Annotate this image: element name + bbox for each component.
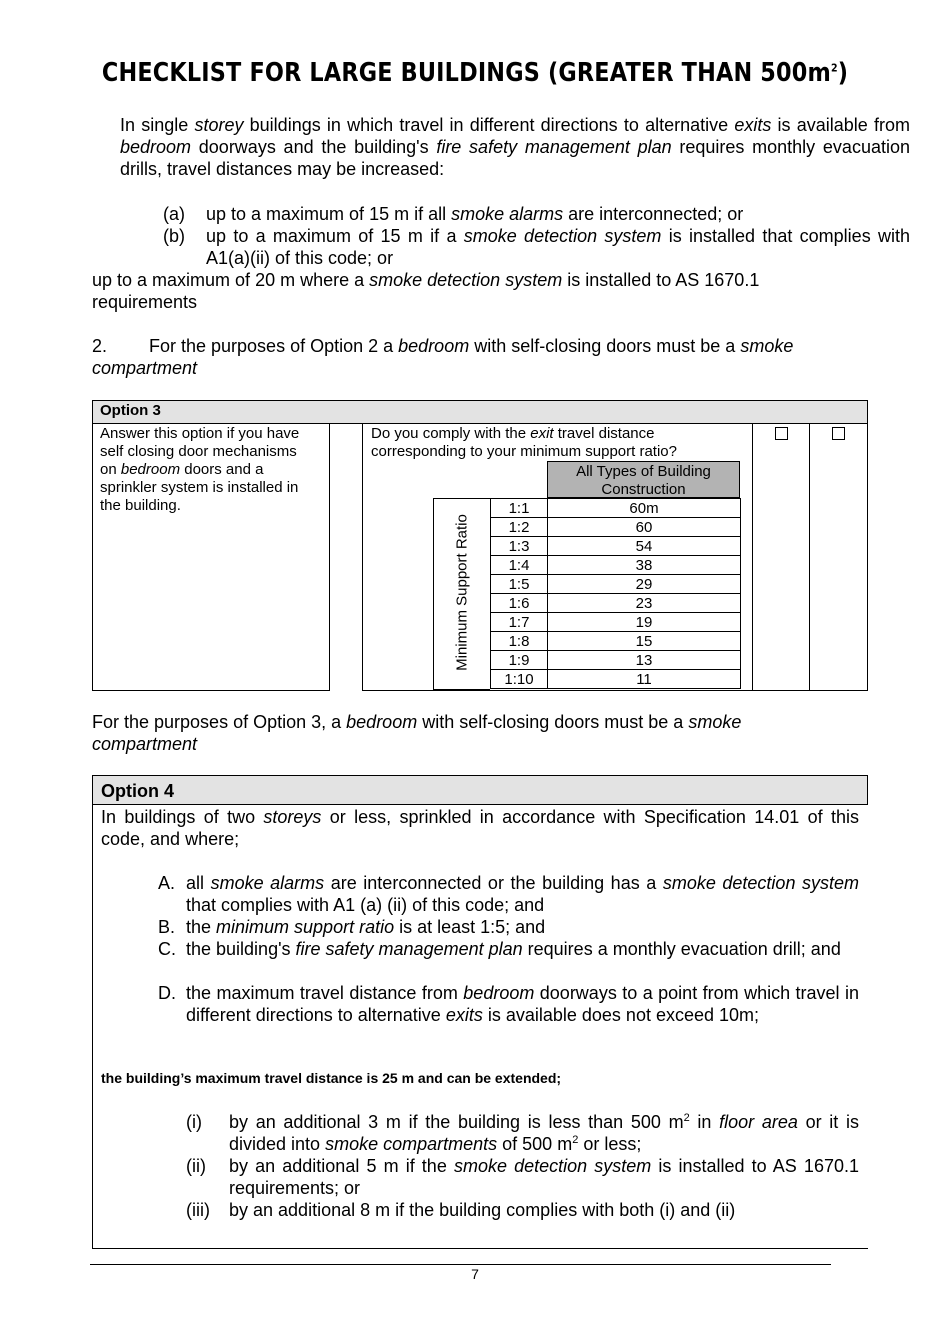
table-row (491, 594, 741, 613)
table-row (491, 651, 741, 670)
ratio-cell: 1:3 (491, 537, 548, 556)
item-B: the minimum support ratio is at least 1:5; and (186, 917, 546, 937)
table-row (491, 632, 741, 651)
ratio-axis-label: Minimum Support Ratio (453, 514, 471, 671)
intro-paragraph: In single storey buildings in which travel in different directions to alternative exits is available from bedroom doorways and the building's fire safety management plan requires monthly evacuation drills, travel distances may be increased: (120, 115, 910, 179)
item-b: up to a maximum of 15 m if a smoke detection system is installed that complies with A1(a)(ii) of this code; or (206, 226, 910, 268)
footer-rule (90, 1264, 831, 1265)
ratio-cell: 1:4 (491, 556, 548, 575)
col-header: All Types of Building Construction (547, 461, 740, 498)
distance-cell: 11 (548, 670, 741, 689)
item-ii-label: (ii) (186, 1156, 206, 1176)
ratio-cell: 1:5 (491, 575, 548, 594)
max-travel-statement: the building’s maximum travel distance is 25 m and can be extended; (101, 1070, 562, 1086)
support-ratio-table (490, 498, 741, 689)
distance-cell: 29 (548, 575, 741, 594)
option3-header-bg (92, 400, 867, 423)
note2-number: 2. (92, 336, 108, 356)
table-row (491, 556, 741, 575)
option4-header-bg (92, 775, 867, 804)
option4-intro: In buildings of two storeys or less, sprinkled in accordance with Specification 14.01 of this code, and where; (101, 807, 859, 849)
item-iii-label: (iii) (186, 1200, 210, 1220)
item-ii: by an additional 5 m if the smoke detection system is installed to AS 1670.1 requirements; or (229, 1156, 859, 1198)
item-D: the maximum travel distance from bedroom doorways to a point from which travel in different directions to alternative exits is available does not exceed 10m; (186, 983, 859, 1025)
item-D-label: D. (158, 983, 176, 1003)
note2-text: For the purposes of Option 2 a bedroom with self-closing doors must be a smoke (149, 336, 794, 356)
item-A-label: A. (158, 873, 176, 893)
ratio-cell: 1:1 (491, 499, 548, 518)
table-row (491, 537, 741, 556)
distance-cell: 60 (548, 518, 741, 537)
option3-no-checkbox[interactable] (832, 427, 845, 440)
option3-question: Do you comply with the exit travel distance corresponding to your minimum support ratio? (371, 425, 677, 460)
page-number: 7 (471, 1266, 479, 1282)
ratio-cell: 1:7 (491, 613, 548, 632)
ratio-cell: 1:8 (491, 632, 548, 651)
item-i-label: (i) (186, 1112, 202, 1132)
ratio-cell: 1:9 (491, 651, 548, 670)
item-a-label: (a) (163, 204, 185, 224)
item-c: up to a maximum of 20 m where a smoke detection system is installed to AS 1670.1 requirements (92, 270, 760, 312)
item-iii: by an additional 8 m if the building complies with both (i) and (ii) (229, 1200, 736, 1220)
table-row (491, 499, 741, 518)
distance-cell: 13 (548, 651, 741, 670)
table-row (491, 613, 741, 632)
item-C-label: C. (158, 939, 176, 959)
table-row (491, 575, 741, 594)
item-b-label: (b) (163, 226, 185, 246)
page-title: CHECKLIST FOR LARGE BUILDINGS (GREATER THAN $500m^2$) (101, 58, 849, 88)
ratio-cell: 1:6 (491, 594, 548, 613)
distance-cell: 60m (548, 499, 741, 518)
distance-cell: 38 (548, 556, 741, 575)
option3-header: Option 3 (100, 402, 161, 419)
table-row (491, 670, 741, 689)
distance-cell: 23 (548, 594, 741, 613)
note2-text-cont: compartment (92, 358, 198, 378)
ratio-cell: 1:10 (491, 670, 548, 689)
table-row (491, 518, 741, 537)
option3-yes-checkbox[interactable] (775, 427, 788, 440)
item-i: by an additional 3 m if the building is less than 500 $m^2$ in floor area or it is divided into smoke compartments of 500 $m^2$ or less; (229, 1112, 859, 1154)
option4-header: Option 4 (101, 781, 174, 801)
ratio-cell: 1:2 (491, 518, 548, 537)
distance-cell: 15 (548, 632, 741, 651)
item-B-label: B. (158, 917, 176, 937)
distance-cell: 19 (548, 613, 741, 632)
item-C: the building's fire safety management plan requires a monthly evacuation drill; and (186, 939, 841, 959)
note3-text: For the purposes of Option 3, a bedroom with self-closing doors must be a smoke compartment (92, 712, 742, 754)
option3-description: Answer this option if you have self closing door mechanisms on bedroom doors and a sprinkler system is installed in the building. (100, 425, 300, 514)
distance-cell: 54 (548, 537, 741, 556)
item-a: up to a maximum of 15 m if all smoke alarms are interconnected; or (206, 204, 744, 224)
item-A: all smoke alarms are interconnected or the building has a smoke detection system that complies with A1 (a) (ii) of this code; and (186, 873, 860, 915)
